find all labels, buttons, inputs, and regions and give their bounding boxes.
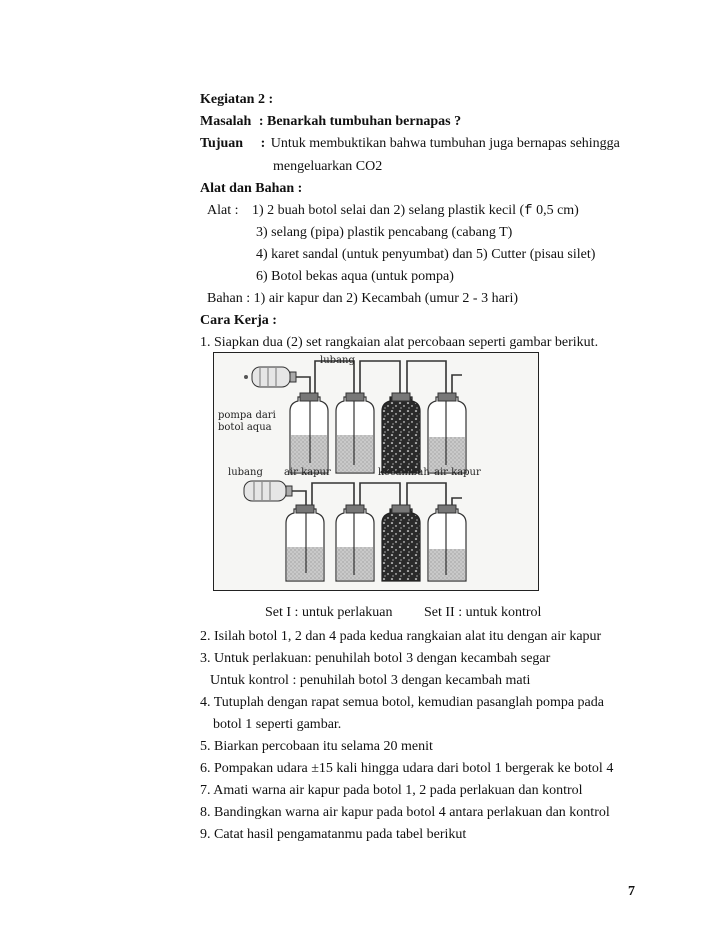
tools-text-1b: 0,5 cm) (532, 203, 579, 218)
step-5: 5. Biarkan percobaan itu selama 20 menit (200, 739, 433, 754)
tools-text-1: 1) 2 buah botol selai dan 2) selang plastik kecil ( (252, 203, 525, 218)
apparatus-diagram (214, 353, 538, 590)
label-pompa-line1: pompa dari (218, 410, 276, 421)
label-lubang-bottom: lubang (228, 467, 263, 478)
problem-label: Masalah (200, 114, 252, 129)
label-lubang-top: lubang (320, 355, 355, 366)
caption-set-2: Set II : untuk kontrol (424, 605, 542, 620)
objective-label: Tujuan (200, 136, 244, 151)
step-7: 7. Amati warna air kapur pada botol 1, 2 pada perlakuan dan kontrol (200, 783, 583, 798)
materials-line: Bahan : 1) air kapur dan 2) Kecambah (umur 2 - 3 hari) (207, 291, 518, 306)
apparatus-figure (213, 352, 539, 591)
tools-item-3: 4) karet sandal (untuk penyumbat) dan 5) Cutter (pisau silet) (256, 247, 596, 262)
activity-heading: Kegiatan 2 : (200, 92, 274, 107)
pump-bottle-top (244, 367, 296, 387)
step-9: 9. Catat hasil pengamatanmu pada tabel berikut (200, 827, 467, 842)
step-3-control: Untuk kontrol : penuhilah botol 3 dengan kecambah mati (210, 673, 531, 688)
step-8: 8. Bandingkan warna air kapur pada botol 4 antara perlakuan dan kontrol (200, 805, 610, 820)
step-3: 3. Untuk perlakuan: penuhilah botol 3 dengan kecambah segar (200, 651, 551, 666)
step-2: 2. Isilah botol 1, 2 dan 4 pada kedua rangkaian alat itu dengan air kapur (200, 629, 602, 644)
page-number: 7 (628, 884, 635, 899)
procedure-heading: Cara Kerja : (200, 313, 277, 328)
objective-line (200, 135, 620, 153)
objective-continuation: mengeluarkan CO2 (273, 159, 383, 174)
materials-heading: Alat dan Bahan : (200, 181, 303, 196)
bottle-4-bottom (428, 505, 466, 581)
bottle-2-top (336, 393, 374, 473)
bottle-4-top (428, 393, 466, 473)
objective-text: Untuk membuktikan bahwa tumbuhan juga bernapas sehingga (270, 136, 620, 151)
set-2-apparatus (244, 481, 466, 581)
tools-item-1 (207, 202, 579, 220)
set-1-apparatus (244, 361, 466, 473)
step-4-continuation: botol 1 seperti gambar. (213, 717, 342, 732)
caption-set-1: Set I : untuk perlakuan (265, 605, 393, 620)
label-air-kapur-2: air kapur (434, 467, 481, 478)
diameter-symbol: f (524, 203, 533, 219)
tubes-top (296, 361, 462, 401)
tools-item-4: 6) Botol bekas aqua (untuk pompa) (256, 269, 454, 284)
bottle-3-bottom (382, 505, 420, 581)
bottle-3-top (382, 393, 420, 473)
step-6: 6. Pompakan udara ±15 kali hingga udara dari botol 1 bergerak ke botol 4 (200, 761, 614, 776)
step-1: 1. Siapkan dua (2) set rangkaian alat percobaan seperti gambar berikut. (200, 335, 599, 350)
objective-colon: : (260, 136, 266, 151)
problem-text: : Benarkah tumbuhan bernapas ? (258, 114, 462, 129)
bottle-1-bottom (286, 505, 324, 581)
bottle-2-bottom (336, 505, 374, 581)
tools-prefix: Alat : (207, 203, 239, 218)
step-4: 4. Tutuplah dengan rapat semua botol, kemudian pasanglah pompa pada (200, 695, 604, 710)
problem-line (200, 113, 461, 131)
pump-bottle-bottom (244, 481, 292, 501)
label-pompa-line2: botol aqua (218, 422, 272, 433)
bottle-1-top (290, 393, 328, 473)
label-air-kapur-1: air kapur (284, 467, 331, 478)
tools-item-2: 3) selang (pipa) plastik pencabang (cabang T) (256, 225, 513, 240)
label-kecambah: kecambah (378, 467, 430, 478)
